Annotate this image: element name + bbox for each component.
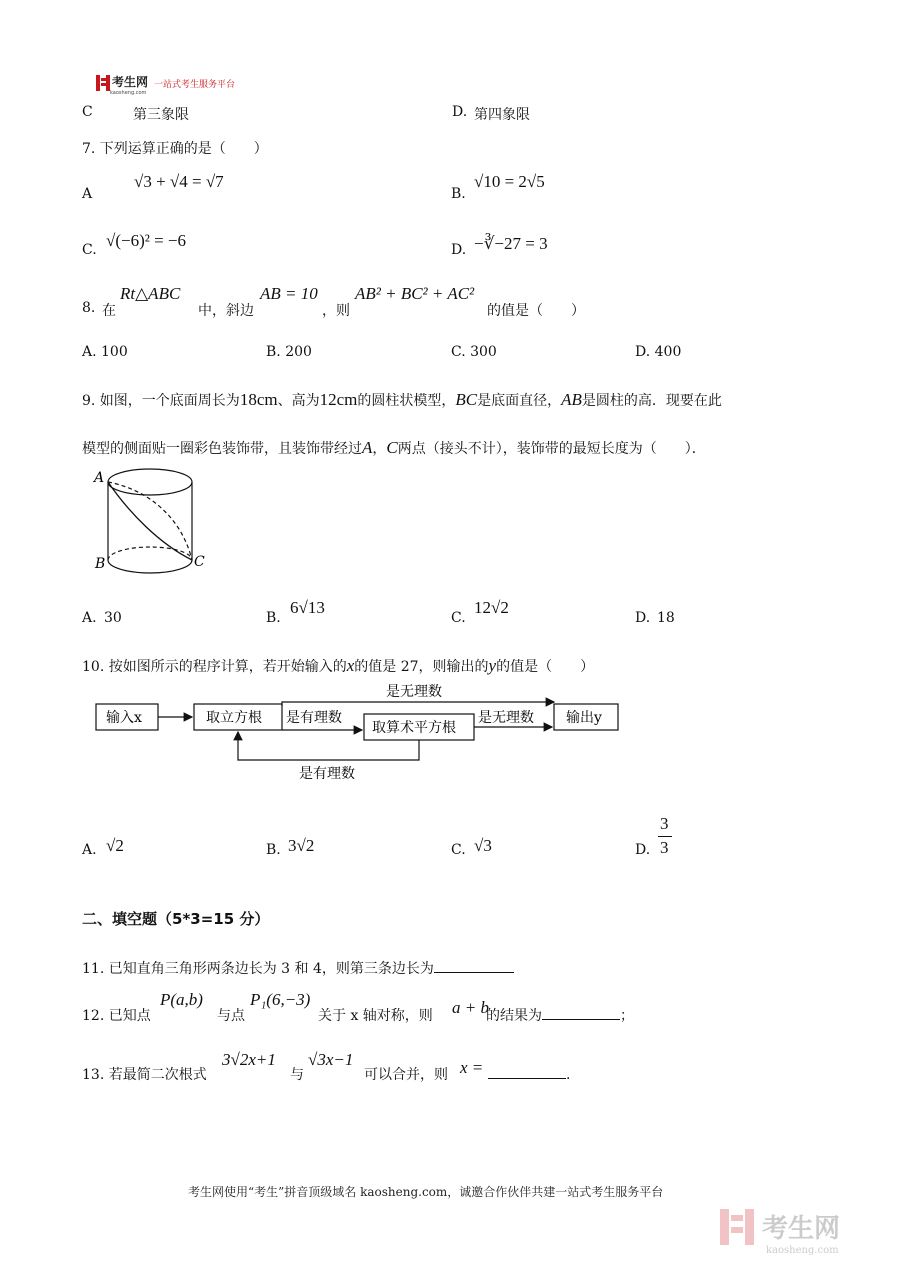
q9-option-b-expr: 6√13 [290, 598, 325, 617]
q9-option-d-label: D. [635, 610, 651, 626]
flow-is-irrational-top: 是无理数 [386, 684, 442, 700]
q12-point-p: P(a,b) [160, 990, 203, 1009]
q8-post: 的值是（ ） [487, 303, 585, 319]
q11 [82, 958, 514, 978]
q10-stem-c: 的值是（ ） [496, 659, 595, 675]
cylinder-label-b: B [95, 556, 106, 572]
q9-line1-a: 9. 如图，一个底面周长为 [82, 393, 240, 409]
q9-option-b-label: B. [266, 610, 281, 626]
q10-y: y [488, 656, 497, 675]
cylinder-label-a: A [94, 470, 105, 486]
q10-stem-a: 10. 按如图所示的程序计算，若开始输入的 [82, 659, 347, 675]
flow-is-irrational-1: 是无理数 [478, 710, 534, 726]
q9-option-a-label: A. [82, 610, 97, 626]
q10-option-b-expr: 3√2 [288, 836, 315, 855]
q10-stem-b: 的值是 27，则输出的 [354, 659, 489, 675]
q13 [82, 1064, 207, 1084]
q13-radical-1: 3√2x+1 [222, 1050, 276, 1069]
q8-condition: AB = 10 [260, 284, 318, 303]
q12-pre: 已知点 [108, 1008, 151, 1024]
flow-is-rational-1: 是有理数 [286, 710, 342, 726]
q13-x: x = [460, 1058, 484, 1077]
q10-option-d-numerator: 3 [660, 814, 669, 833]
q9-option-c-label: C. [451, 610, 466, 626]
flow-input-label: 输入x [106, 710, 142, 726]
q8-option-c: C. 300 [451, 344, 497, 360]
q7-option-d-label: D. [451, 242, 467, 258]
q13-post: 可以合并，则 [364, 1067, 448, 1083]
q10-option-c-expr: √3 [474, 836, 492, 855]
q13-pre: 若最简二次根式 [108, 1067, 207, 1083]
q8-option-d: D. 400 [635, 344, 682, 360]
q10-option-d-fraction-bar [658, 836, 672, 837]
q7-option-b-label: B. [451, 186, 466, 202]
logo-domain: kaosheng.com [110, 89, 147, 96]
q6-option-c-label: C [82, 104, 93, 120]
footer-text: 考生网使用“考生”拼音顶级域名 kaosheng.com，诚邀合作伙伴共建一站式考生服务平台 [188, 1185, 664, 1199]
flow-sqrt-label: 取算术平方根 [372, 720, 456, 736]
q9-line2-a: 模型的侧面贴一圈彩色装饰带，且装饰带经过 [82, 441, 362, 457]
q8-number: 8. [82, 300, 96, 316]
q8-expression: AB² + BC² + AC² [355, 284, 475, 303]
cylinder-label-c: C [194, 554, 205, 570]
cylinder-band-front [108, 482, 192, 560]
q7-option-a-label: A [82, 186, 93, 202]
q9-cylinder-figure [90, 464, 220, 582]
q10-x: x [346, 656, 355, 675]
section2-title: 二、填空题（5*3=15 分） [82, 910, 270, 928]
q6-option-c-text: 第三象限 [133, 107, 189, 123]
q7-option-d-expr: −∛−27 = 3 [474, 234, 548, 253]
flow-arrow-bottom [238, 732, 419, 760]
q13-number: 13. [82, 1067, 105, 1083]
logo-slogan: 一站式考生服务平台 [154, 79, 236, 90]
watermark-domain: kaosheng.com [766, 1245, 839, 1256]
q9-bc: BC [455, 390, 478, 409]
q9-line1 [82, 390, 722, 410]
q7-option-c-label: C. [82, 242, 97, 258]
q12-answer-blank[interactable] [542, 1005, 620, 1020]
q10-flowchart [94, 680, 624, 784]
watermark-mark-icon [720, 1209, 754, 1245]
flow-arrow-top [282, 702, 554, 706]
q6-option-d-text: 第四象限 [474, 107, 530, 123]
q9-line1-e: 是圆柱的高．现要在此 [581, 393, 722, 409]
q9-option-a-value: 30 [104, 610, 122, 626]
q7-stem: 7. 下列运算正确的是（ ） [82, 141, 268, 157]
q9-line2 [82, 438, 706, 458]
q13-radical-2: √3x−1 [308, 1050, 354, 1069]
q12-mid: 与点 [217, 1008, 245, 1024]
q7-option-a-expr: √3 + √4 = √7 [134, 172, 224, 191]
q9-ab: AB [561, 390, 582, 409]
logo-mark-icon [96, 75, 110, 91]
logo-brand: 考生网 [112, 74, 149, 89]
q10-option-a-expr: √2 [106, 836, 124, 855]
flow-cube-root-label: 取立方根 [206, 710, 262, 726]
cylinder-top-ellipse [108, 469, 192, 495]
q12-number: 12. [82, 1008, 105, 1024]
q7-option-b-expr: √10 = 2√5 [474, 172, 545, 191]
q10-option-d-denominator: 3 [660, 838, 669, 857]
q13-blank-wrap [488, 1064, 570, 1083]
q7-option-c-expr: √(−6)² = −6 [106, 231, 187, 250]
q9-line2-c: 两点（接头不计），装饰带的最短长度为（ ）． [397, 441, 706, 457]
q9-line2-b: ， [372, 441, 387, 457]
q12-end [486, 1005, 634, 1025]
q9-line1-d: 是底面直径， [477, 393, 562, 409]
q8-comma: ，则 [322, 303, 350, 319]
q9-line1-b: 、高为 [277, 393, 320, 409]
q10-option-a-label: A. [82, 842, 97, 858]
q9-option-d-value: 18 [657, 610, 675, 626]
q11-text: 11. 已知直角三角形两条边长为 3 和 4，则第三条边长为 [82, 961, 434, 977]
watermark-brand: 考生网 [762, 1214, 841, 1244]
q13-dot: . [566, 1067, 571, 1083]
cylinder-band-back [108, 482, 192, 560]
q9-height: 12cm [319, 390, 358, 409]
q12 [82, 1005, 151, 1025]
q12-point-p1: P₁(6,−3) [250, 990, 311, 1009]
q10-option-b-label: B. [266, 842, 281, 858]
q12-post: 关于 x 轴对称，则 [318, 1008, 433, 1024]
q9-point-a: A [362, 438, 373, 457]
q12-expression: a + b [452, 998, 489, 1017]
watermark-logo [716, 1203, 886, 1257]
q13-answer-blank[interactable] [488, 1064, 566, 1079]
q6-option-d-label: D. [452, 104, 468, 120]
q8-option-a: A. 100 [82, 344, 128, 360]
q10-option-d-label: D. [635, 842, 651, 858]
q9-point-c: C [386, 438, 398, 457]
q10-option-c-label: C. [451, 842, 466, 858]
cylinder-bottom-front [108, 560, 192, 573]
q10-stem [82, 656, 594, 676]
q8-mid: 中，斜边 [198, 303, 254, 319]
q11-answer-blank[interactable] [434, 958, 514, 973]
flow-is-rational-bottom: 是有理数 [299, 766, 355, 782]
flow-output-label: 输出y [566, 710, 602, 726]
q9-line1-c: 的圆柱状模型， [357, 393, 456, 409]
q8-triangle: Rt△ABC [120, 284, 181, 303]
q12-end-text: 的结果为 [486, 1008, 542, 1024]
q8-option-b: B. 200 [266, 344, 312, 360]
q12-semicolon: ； [620, 1008, 634, 1024]
q9-perimeter: 18cm [239, 390, 278, 409]
q8-pre: 在 [102, 303, 116, 319]
header-logo [96, 73, 236, 96]
q13-mid: 与 [290, 1067, 304, 1083]
q9-option-c-expr: 12√2 [474, 598, 509, 617]
